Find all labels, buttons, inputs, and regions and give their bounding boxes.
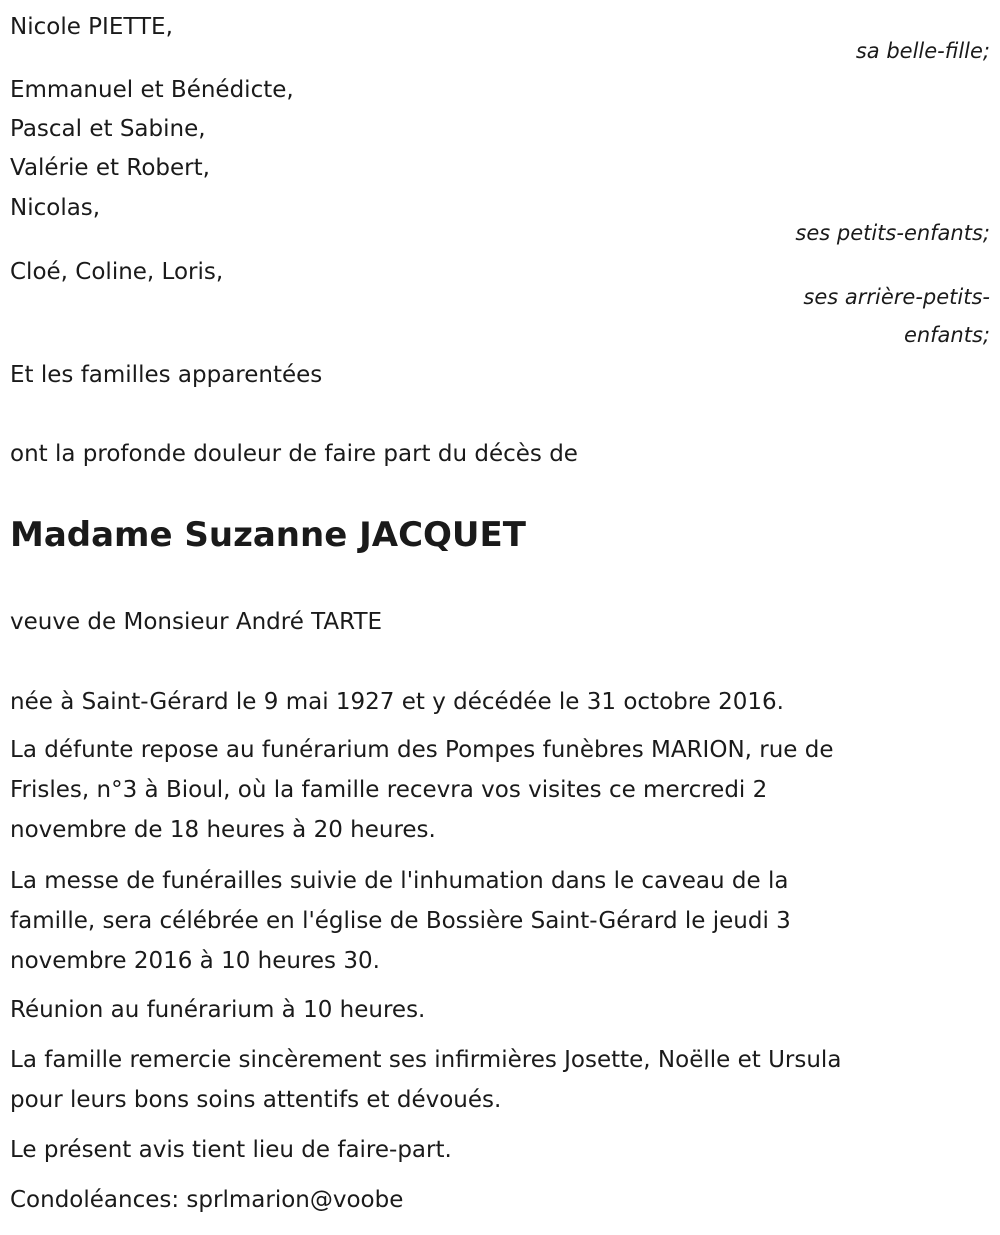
relation-label: sa belle-fille;	[855, 39, 990, 63]
paragraph-line: Frisles, n°3 à Bioul, où la famille recevra vos visites ce mercredi 2	[10, 777, 768, 803]
family-name: Nicole PIETTE,	[10, 14, 173, 40]
condolences-line: Condoléances: sprlmarion@voobe	[10, 1187, 404, 1213]
family-name: Cloé, Coline, Loris,	[10, 259, 224, 285]
family-name: Emmanuel et Bénédicte,	[10, 77, 294, 103]
paragraph-line: novembre de 18 heures à 20 heures.	[10, 817, 436, 843]
relation-label: enfants;	[903, 323, 990, 347]
relation-label: ses arrière-petits-	[803, 285, 990, 309]
relation-label: ses petits-enfants;	[795, 221, 990, 245]
announcement: ont la profonde douleur de faire part du décès de	[10, 441, 578, 467]
paragraph-line: La messe de funérailles suivie de l'inhumation dans le caveau de la	[10, 868, 789, 894]
paragraph-line: La défunte repose au funérarium des Pompes funèbres MARION, rue de	[10, 737, 834, 763]
family-name: Pascal et Sabine,	[10, 116, 206, 142]
paragraph-line: Réunion au funérarium à 10 heures.	[10, 997, 426, 1023]
family-name: Nicolas,	[10, 195, 101, 221]
deceased-name: Madame Suzanne JACQUET	[10, 515, 526, 555]
family-name: Valérie et Robert,	[10, 155, 210, 181]
paragraph-line: famille, sera célébrée en l'église de Bossière Saint-Gérard le jeudi 3	[10, 908, 791, 934]
family-name: Et les familles apparentées	[10, 362, 323, 388]
paragraph-line: Le présent avis tient lieu de faire-part.	[10, 1137, 452, 1163]
paragraph-line: née à Saint-Gérard le 9 mai 1927 et y décédée le 31 octobre 2016.	[10, 689, 784, 715]
widow-of: veuve de Monsieur André TARTE	[10, 609, 383, 635]
paragraph-line: novembre 2016 à 10 heures 30.	[10, 948, 380, 974]
paragraph-line: La famille remercie sincèrement ses infirmières Josette, Noëlle et Ursula	[10, 1047, 842, 1073]
paragraph-line: pour leurs bons soins attentifs et dévoués.	[10, 1087, 502, 1113]
